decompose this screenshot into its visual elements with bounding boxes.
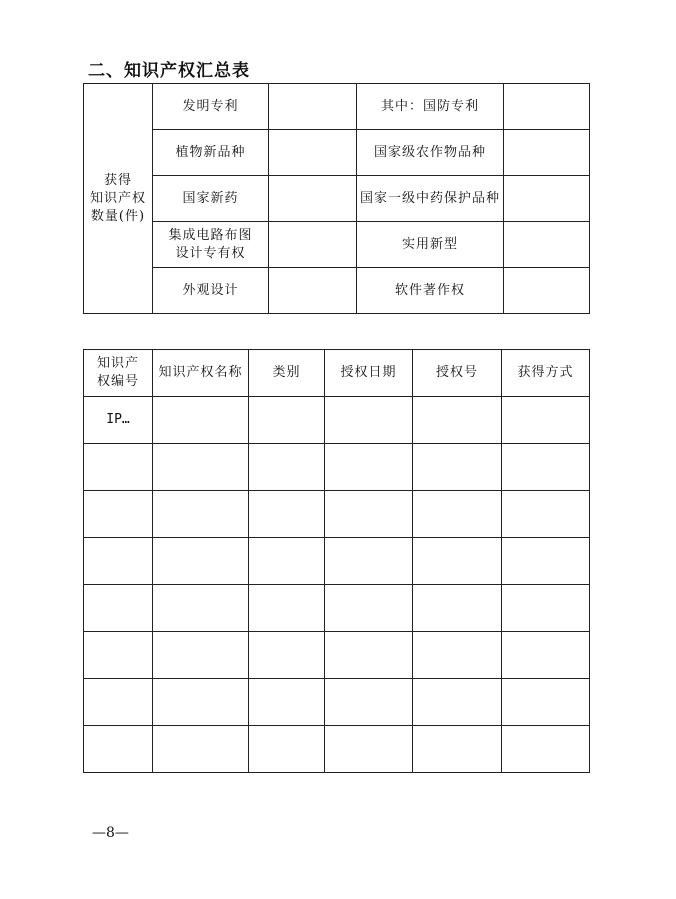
category-cell[interactable] xyxy=(249,585,325,632)
software-copyright-count[interactable] xyxy=(504,268,590,314)
ip-name-cell[interactable] xyxy=(153,397,249,444)
ip-name-cell[interactable] xyxy=(153,585,249,632)
grant-number-cell[interactable] xyxy=(413,679,502,726)
plant-variety-count[interactable] xyxy=(269,130,357,176)
ip-count-header-line: 数量(件) xyxy=(90,208,146,224)
grant-date-cell[interactable] xyxy=(325,726,413,773)
ip-number-cell[interactable] xyxy=(84,538,153,585)
header-grant-number: 授权号 xyxy=(413,350,502,397)
section-title: 二、知识产权汇总表 xyxy=(88,61,250,81)
ip-name-cell[interactable] xyxy=(153,538,249,585)
table-row xyxy=(84,585,590,632)
category-cell[interactable] xyxy=(249,679,325,726)
summary-row xyxy=(84,222,590,268)
detail-header-row xyxy=(84,350,590,397)
grant-number-cell[interactable] xyxy=(413,491,502,538)
grant-number-cell[interactable] xyxy=(413,444,502,491)
category-cell[interactable] xyxy=(249,632,325,679)
ip-name-cell[interactable] xyxy=(153,679,249,726)
page-number: —8— xyxy=(92,825,129,841)
acquisition-method-cell[interactable] xyxy=(502,585,590,632)
ip-name-cell[interactable] xyxy=(153,444,249,491)
grant-number-cell[interactable] xyxy=(413,726,502,773)
grant-number-cell[interactable] xyxy=(413,632,502,679)
acquisition-method-cell[interactable] xyxy=(502,679,590,726)
table-row xyxy=(84,444,590,491)
header-ip-number-line: 权编号 xyxy=(96,374,139,389)
national-crop-variety-label: 国家级农作物品种 xyxy=(357,130,504,176)
acquisition-method-cell[interactable] xyxy=(502,726,590,773)
category-cell[interactable] xyxy=(249,491,325,538)
ip-number-cell[interactable] xyxy=(84,585,153,632)
grant-number-cell[interactable] xyxy=(413,585,502,632)
plant-variety-label: 植物新品种 xyxy=(153,130,269,176)
category-cell[interactable] xyxy=(249,538,325,585)
ip-name-cell[interactable] xyxy=(153,491,249,538)
grant-date-cell[interactable] xyxy=(325,585,413,632)
grant-date-cell[interactable] xyxy=(325,491,413,538)
category-cell[interactable] xyxy=(249,397,325,444)
ip-count-header-line: 知识产权 xyxy=(89,190,146,206)
national-crop-variety-count[interactable] xyxy=(504,130,590,176)
invention-patent-label: 发明专利 xyxy=(153,84,269,130)
utility-model-label: 实用新型 xyxy=(357,222,504,268)
ip-detail-table xyxy=(83,349,590,773)
summary-row xyxy=(84,268,590,314)
ic-layout-design-label-line: 集成电路布图 xyxy=(168,227,253,243)
table-row xyxy=(84,397,590,444)
category-cell[interactable] xyxy=(249,444,325,491)
header-acquisition-method: 获得方式 xyxy=(502,350,590,397)
header-ip-name: 知识产权名称 xyxy=(153,350,249,397)
ic-layout-design-label-line: 设计专有权 xyxy=(175,245,246,261)
acquisition-method-cell[interactable] xyxy=(502,491,590,538)
ip-name-cell[interactable] xyxy=(153,726,249,773)
utility-model-count[interactable] xyxy=(504,222,590,268)
tcm-protected-variety-count[interactable] xyxy=(504,176,590,222)
tcm-protected-variety-label: 国家一级中药保护品种 xyxy=(357,176,504,222)
software-copyright-label: 软件著作权 xyxy=(357,268,504,314)
invention-patent-count[interactable] xyxy=(269,84,357,130)
table-row xyxy=(84,632,590,679)
ip-name-cell[interactable] xyxy=(153,632,249,679)
category-cell[interactable] xyxy=(249,726,325,773)
table-row xyxy=(84,726,590,773)
grant-number-cell[interactable] xyxy=(413,397,502,444)
ip-number-cell[interactable] xyxy=(84,726,153,773)
header-grant-date: 授权日期 xyxy=(325,350,413,397)
summary-row xyxy=(84,84,590,130)
ip-number-cell[interactable] xyxy=(84,632,153,679)
ic-layout-design-count[interactable] xyxy=(269,222,357,268)
table-row xyxy=(84,491,590,538)
header-category: 类别 xyxy=(249,350,325,397)
acquisition-method-cell[interactable] xyxy=(502,632,590,679)
ip-number-cell[interactable]: IP… xyxy=(84,397,153,444)
grant-date-cell[interactable] xyxy=(325,444,413,491)
ip-number-cell[interactable] xyxy=(84,679,153,726)
industrial-design-label: 外观设计 xyxy=(153,268,269,314)
grant-date-cell[interactable] xyxy=(325,538,413,585)
grant-date-cell[interactable] xyxy=(325,679,413,726)
acquisition-method-cell[interactable] xyxy=(502,397,590,444)
national-new-drug-label: 国家新药 xyxy=(153,176,269,222)
ic-layout-design-label xyxy=(153,222,269,268)
national-new-drug-count[interactable] xyxy=(269,176,357,222)
summary-row xyxy=(84,176,590,222)
table-row xyxy=(84,679,590,726)
ip-number-cell[interactable] xyxy=(84,444,153,491)
defense-patent-label: 其中：国防专利 xyxy=(357,84,504,130)
grant-date-cell[interactable] xyxy=(325,632,413,679)
ip-count-header xyxy=(84,84,153,314)
ip-summary-table xyxy=(83,83,590,314)
acquisition-method-cell[interactable] xyxy=(502,444,590,491)
header-ip-number-line: 知识产 xyxy=(96,356,139,371)
header-ip-number xyxy=(84,350,153,397)
grant-date-cell[interactable] xyxy=(325,397,413,444)
detail-body xyxy=(84,397,590,773)
industrial-design-count[interactable] xyxy=(269,268,357,314)
grant-number-cell[interactable] xyxy=(413,538,502,585)
ip-count-header-line: 获得 xyxy=(103,172,132,188)
table-row xyxy=(84,538,590,585)
defense-patent-count[interactable] xyxy=(504,84,590,130)
ip-number-cell[interactable] xyxy=(84,491,153,538)
summary-row xyxy=(84,130,590,176)
acquisition-method-cell[interactable] xyxy=(502,538,590,585)
